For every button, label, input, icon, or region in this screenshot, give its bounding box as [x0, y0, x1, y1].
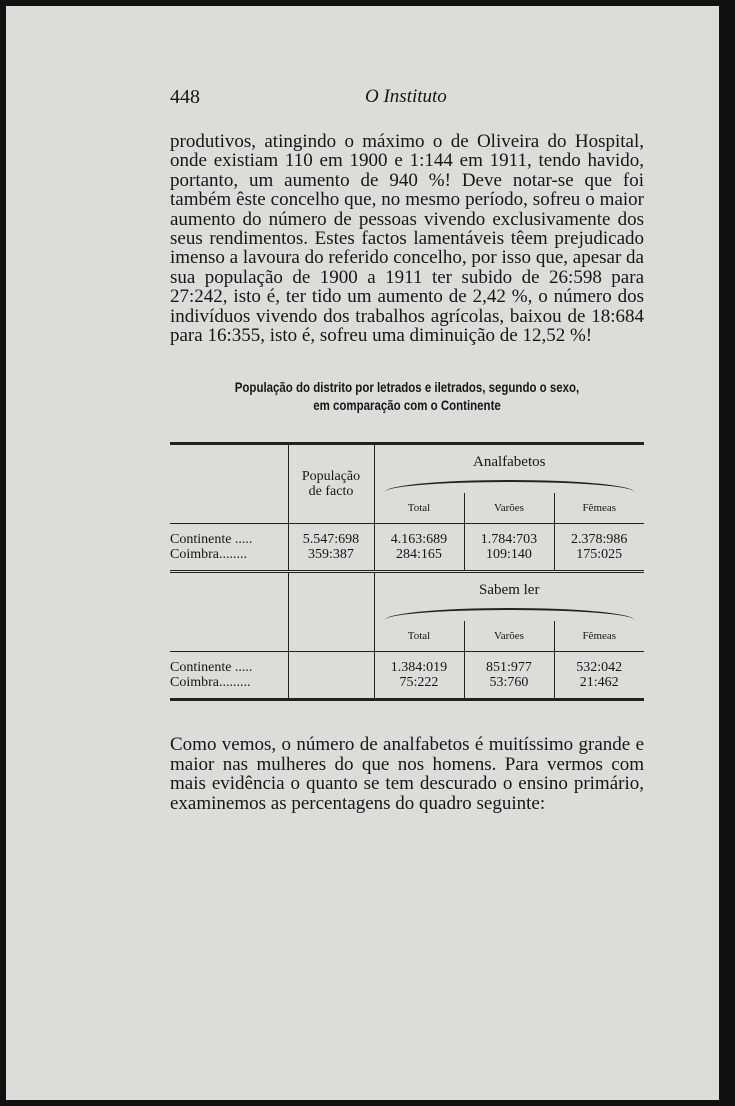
row-label: Coimbra........ [170, 547, 247, 563]
row-label: Coimbra......... [170, 675, 251, 691]
page-content [170, 86, 644, 813]
group-title-sabem-ler: Sabem ler [374, 572, 644, 608]
paragraph-1: produtivos, atingindo o máximo o de Oliveira do Hospital, onde existiam 110 em 1900 e 1:144 em 1911, tendo havido, portanto, um aumento de 940 %! Deve notar-se que foi também êste concelho que, no mesmo período, sofreu o maior aumento do número de pessoas vivendo exclusivamente dos seus rendimentos. Estes factos lamentáveis têem prejudicado imenso a lavoura do referido concelho, por isso que, apesar da sua população de 1900 a 1911 ter subido de 26:598 para 27:242, isto é, ter tido um aumento de 2,42 %, o número dos indivíduos vivendo dos trabalhos agrícolas, baixou de 18:684 para 16:355, isto é, sofreu uma diminuição de 12,52 %! [170, 131, 644, 347]
cell-femeas: 2.378:986 [554, 532, 644, 547]
paragraph-2: Como vemos, o número de analfabetos é muitíssimo grande e maior nas mulheres do que nos homens. Para vermos com mais evidência o quanto se tem descurado o ensino primário, examinemos as percentagens do quadro seguinte: [170, 734, 644, 814]
cell-population: 359:387 [288, 547, 374, 562]
brace [374, 479, 644, 493]
row-label: Continente ..... [170, 660, 253, 676]
table-row [170, 675, 644, 690]
col-header-total: Total [374, 493, 464, 524]
col-header-varoes: Varões [464, 493, 554, 524]
cell-femeas: 21:462 [554, 675, 644, 690]
page-header [170, 86, 644, 116]
cell-population: 5.547:698 [288, 532, 374, 547]
col-header-femeas: Fêmeas [554, 621, 644, 652]
table-row [170, 532, 644, 547]
population-header: População de facto [288, 444, 374, 524]
running-title: O Instituto [365, 86, 447, 107]
page-number: 448 [170, 86, 200, 108]
cell-total: 1.384:019 [374, 660, 464, 675]
cell-femeas: 532:042 [554, 660, 644, 675]
table-row [170, 547, 644, 562]
col-header-varoes: Varões [464, 621, 554, 652]
cell-varoes: 53:760 [464, 675, 554, 690]
table-row [170, 660, 644, 675]
col-header-femeas: Fêmeas [554, 493, 644, 524]
table-title-line-1: População do distrito por letrados e iletrados, segundo o sexo, [234, 379, 580, 396]
cell-total: 4.163:689 [374, 532, 464, 547]
population-literacy-table [170, 442, 644, 705]
group-title-analfabetos: Analfabetos [374, 444, 644, 480]
cell-femeas: 175:025 [554, 547, 644, 562]
brace [374, 607, 644, 621]
cell-varoes: 109:140 [464, 547, 554, 562]
cell-varoes: 851:977 [464, 660, 554, 675]
row-label: Continente ..... [170, 532, 253, 548]
table-title-line-2: em comparação com o Continente [313, 397, 501, 414]
cell-total: 75:222 [374, 675, 464, 690]
cell-total: 284:165 [374, 547, 464, 562]
col-header-total: Total [374, 621, 464, 652]
table-title [213, 378, 602, 414]
book-page [6, 6, 719, 1100]
cell-varoes: 1.784:703 [464, 532, 554, 547]
